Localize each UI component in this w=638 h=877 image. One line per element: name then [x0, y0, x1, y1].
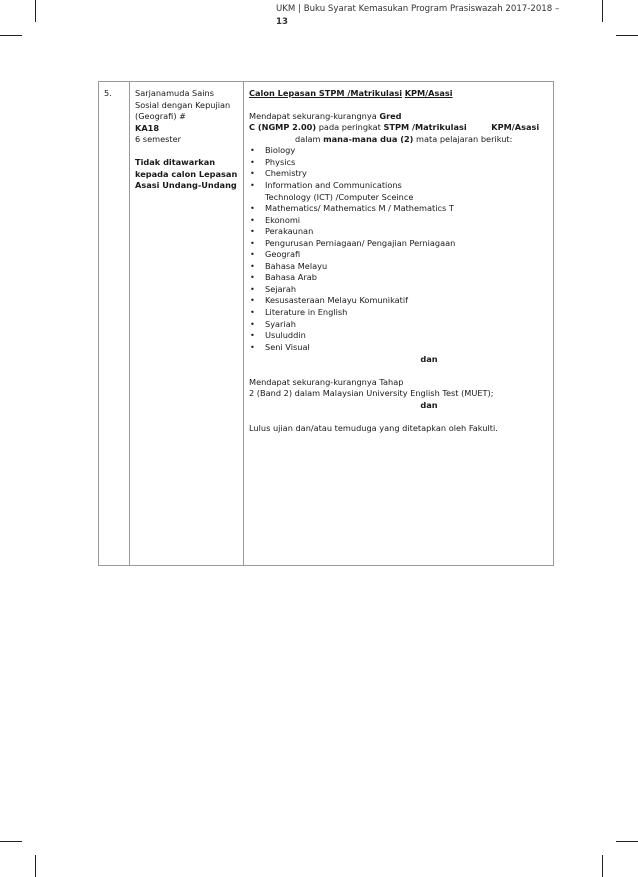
list-item: • Biology: [250, 145, 296, 156]
bullet-icon: •: [250, 168, 255, 179]
heading-stpm-matrikulasi: Calon Lepasan STPM /Matrikulasi: [249, 88, 403, 98]
list-item: • Literature in English: [250, 307, 348, 318]
list-item: • Geografi: [250, 249, 301, 260]
program-cell: [130, 82, 244, 566]
program-note: Tidak ditawarkan: [135, 156, 216, 167]
list-item: • Mathematics/ Mathematics M / Mathematics T: [250, 203, 454, 214]
list-item: • Bahasa Melayu: [250, 260, 328, 271]
bullet-icon: •: [250, 318, 255, 329]
heading-kpm-asasi: KPM/Asasi: [404, 88, 453, 98]
requirement-muet-line: Mendapat sekurang-kurangnya Tahap: [249, 376, 404, 387]
list-item: • Bahasa Arab: [250, 272, 317, 283]
list-item: • Kesusasteraan Melayu Komunikatif: [250, 295, 409, 306]
list-item: • Syariah: [250, 318, 296, 329]
program-duration: 6 semester: [135, 134, 182, 145]
header-title: UKM | Buku Syarat Kemasukan Program Prasiswazah 2017-2018 –: [276, 4, 560, 14]
bullet-icon: •: [250, 283, 255, 294]
bullet-icon: •: [250, 272, 255, 283]
bullet-icon: •: [250, 226, 255, 237]
list-item: • Ekonomi: [250, 214, 301, 225]
subject-continuation: Technology (ICT) /Computer Sceince: [265, 191, 414, 202]
bullet-icon: •: [250, 307, 255, 318]
program-name-line: Sarjanamuda Sains: [135, 88, 215, 98]
crop-mark: [616, 841, 638, 842]
list-item: • Chemistry: [250, 168, 307, 179]
requirement-grade-line: C (NGMP 2.00) pada peringkat STPM /Matrikulasi KPM/Asasi: [249, 122, 540, 133]
bullet-icon: •: [250, 203, 255, 214]
crop-mark: [0, 841, 22, 842]
crop-mark: [602, 0, 603, 22]
program-name-line: Sosial dengan Kepujian: [135, 99, 231, 110]
requirements-table: [98, 81, 554, 566]
bullet-icon: •: [250, 214, 255, 225]
bullet-icon: •: [250, 180, 255, 191]
program-code: KA18: [135, 122, 160, 133]
list-item: • Usuluddin: [250, 330, 306, 341]
requirements-heading: [249, 88, 549, 100]
list-item: • Seni Visual: [250, 341, 310, 352]
program-note: kepada calon Lepasan: [135, 168, 238, 179]
requirement-muet-line: 2 (Band 2) dalam Malaysian University English Test (MUET);: [249, 388, 494, 399]
crop-mark: [0, 35, 22, 36]
row-number: 5.: [104, 88, 112, 98]
list-item: • Perakaunan: [250, 226, 314, 237]
bullet-icon: •: [250, 341, 255, 352]
requirement-interview: Lulus ujian dan/atau temuduga yang ditetapkan oleh Fakulti.: [249, 422, 498, 433]
row-number-cell: [99, 82, 130, 566]
page-number: 13: [276, 17, 288, 27]
requirement-grade-line: Mendapat sekurang-kurangnya Gred: [249, 110, 402, 121]
crop-mark: [35, 0, 36, 22]
list-item: • Pengurusan Perniagaan/ Pengajian Perniagaan: [250, 237, 456, 248]
bullet-icon: •: [250, 249, 255, 260]
program-name-line: (Geografi) #: [135, 111, 186, 122]
bullet-icon: •: [250, 237, 255, 248]
bullet-icon: •: [250, 260, 255, 271]
crop-mark: [602, 855, 603, 877]
list-item: • Information and Communications Technology (ICT) /Computer Sceince: [250, 180, 414, 202]
list-item: • Sejarah: [250, 283, 297, 294]
requirement-grade-line: dalam mana-mana dua (2) mata pelajaran berikut:: [295, 133, 513, 144]
list-item: • Physics: [250, 156, 296, 167]
running-header: [276, 3, 596, 29]
conjunction-dan: dan: [420, 354, 438, 365]
bullet-icon: •: [250, 330, 255, 341]
crop-mark: [35, 855, 36, 877]
crop-mark: [616, 35, 638, 36]
requirements-cell: [244, 82, 554, 566]
program-note: Asasi Undang-Undang: [135, 180, 237, 191]
bullet-icon: •: [250, 156, 255, 167]
bullet-icon: •: [250, 145, 255, 156]
bullet-icon: •: [250, 295, 255, 306]
conjunction-dan: dan: [420, 400, 438, 410]
subject-list: [249, 145, 549, 353]
table-row: [99, 82, 554, 566]
